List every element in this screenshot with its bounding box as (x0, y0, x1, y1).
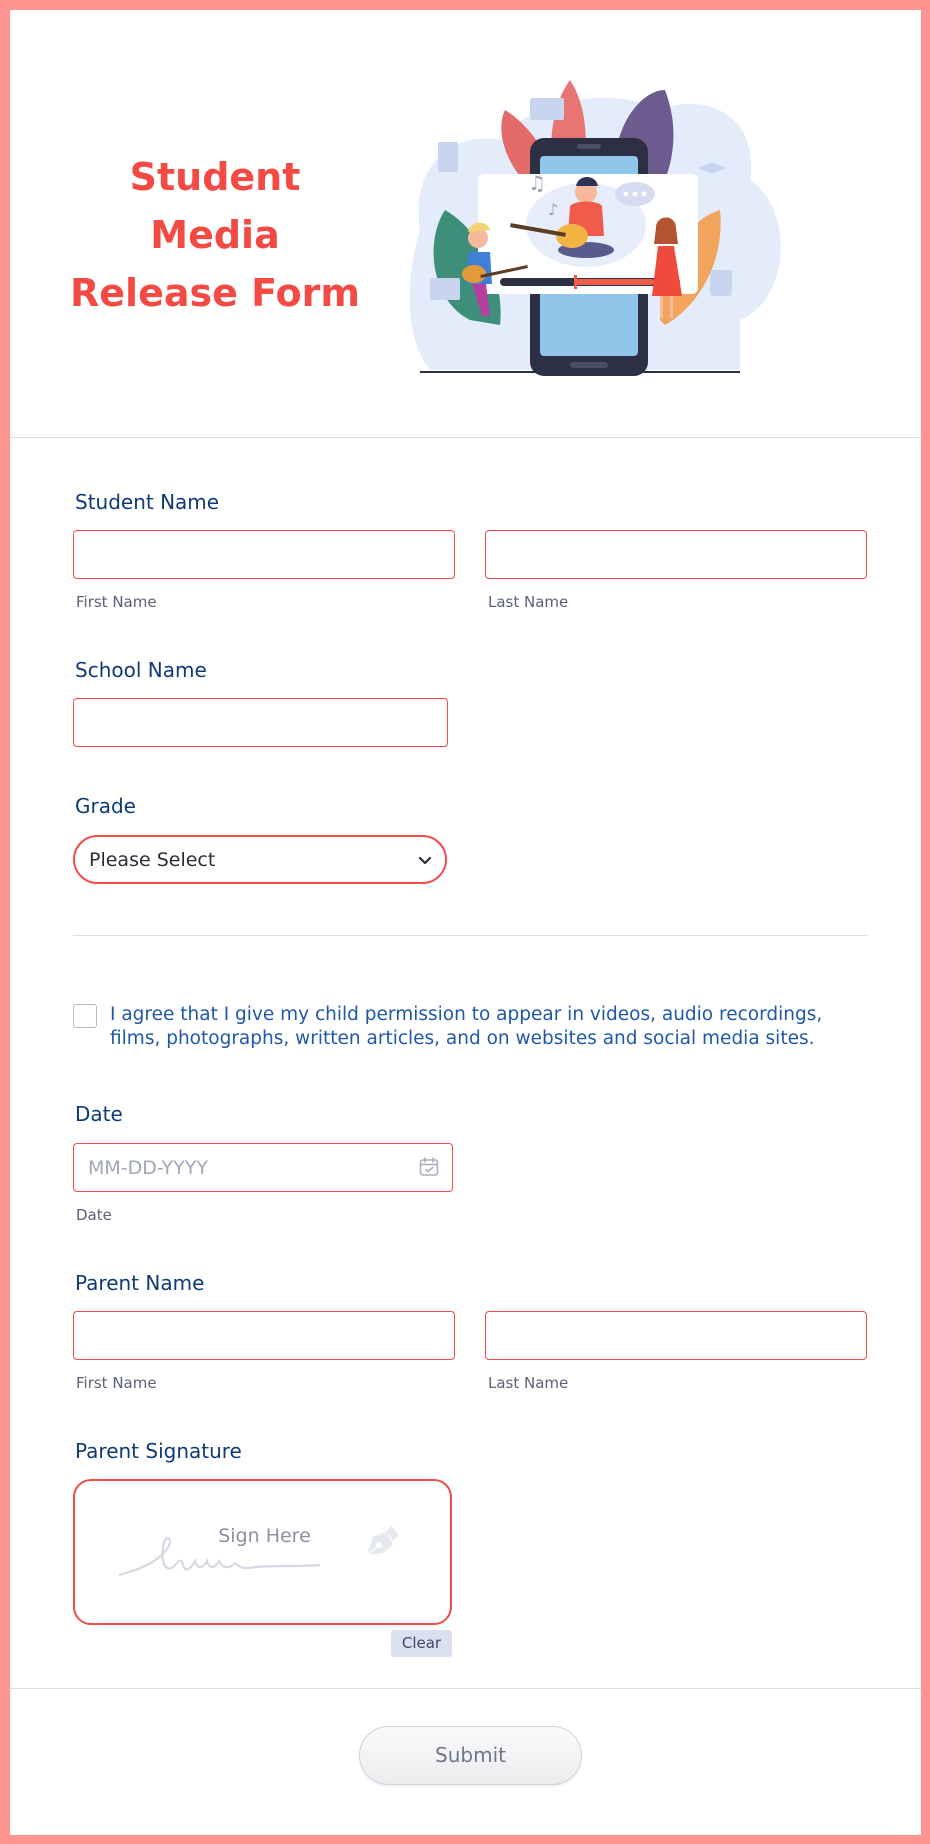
form-title: Student Media Release Form (70, 155, 360, 315)
grade-select[interactable] (73, 835, 447, 884)
chevron-down-icon (417, 853, 433, 867)
grade-selected-value: Please Select (89, 849, 216, 871)
date-label: Date (75, 1102, 123, 1126)
svg-text:♫: ♫ (528, 171, 546, 195)
date-sublabel: Date (76, 1206, 112, 1224)
school-name-input[interactable] (73, 698, 448, 747)
footer-divider (10, 1688, 921, 1689)
parent-name-label: Parent Name (75, 1271, 205, 1295)
grade-label: Grade (75, 794, 136, 818)
signature-placeholder: Sign Here (218, 1525, 311, 1547)
consent-text: I agree that I give my child permission to appear in videos, audio recordings, films, photographs, written articles, and on websites and social media sites. (110, 1004, 823, 1049)
student-name-label: Student Name (75, 490, 220, 514)
parent-last-name-sublabel: Last Name (488, 1374, 569, 1392)
signature-pad[interactable] (73, 1479, 452, 1625)
header-illustration (410, 70, 820, 385)
calendar-icon[interactable] (418, 1156, 440, 1178)
svg-text:♪: ♪ (548, 200, 559, 219)
student-first-name-input[interactable] (73, 530, 455, 579)
school-name-label: School Name (75, 658, 207, 682)
section-divider (73, 935, 867, 936)
date-input[interactable] (73, 1143, 453, 1192)
pen-nib-icon (357, 1519, 405, 1567)
student-first-name-sublabel: First Name (76, 593, 157, 611)
header-divider (10, 437, 921, 438)
clear-signature-button[interactable]: Clear (391, 1630, 452, 1657)
parent-first-name-sublabel: First Name (76, 1374, 157, 1392)
submit-button[interactable]: Submit (359, 1726, 582, 1785)
student-last-name-sublabel: Last Name (488, 593, 569, 611)
parent-first-name-input[interactable] (73, 1311, 455, 1360)
consent-checkbox[interactable] (73, 1004, 97, 1028)
parent-last-name-input[interactable] (485, 1311, 867, 1360)
parent-signature-label: Parent Signature (75, 1439, 242, 1463)
student-last-name-input[interactable] (485, 530, 867, 579)
